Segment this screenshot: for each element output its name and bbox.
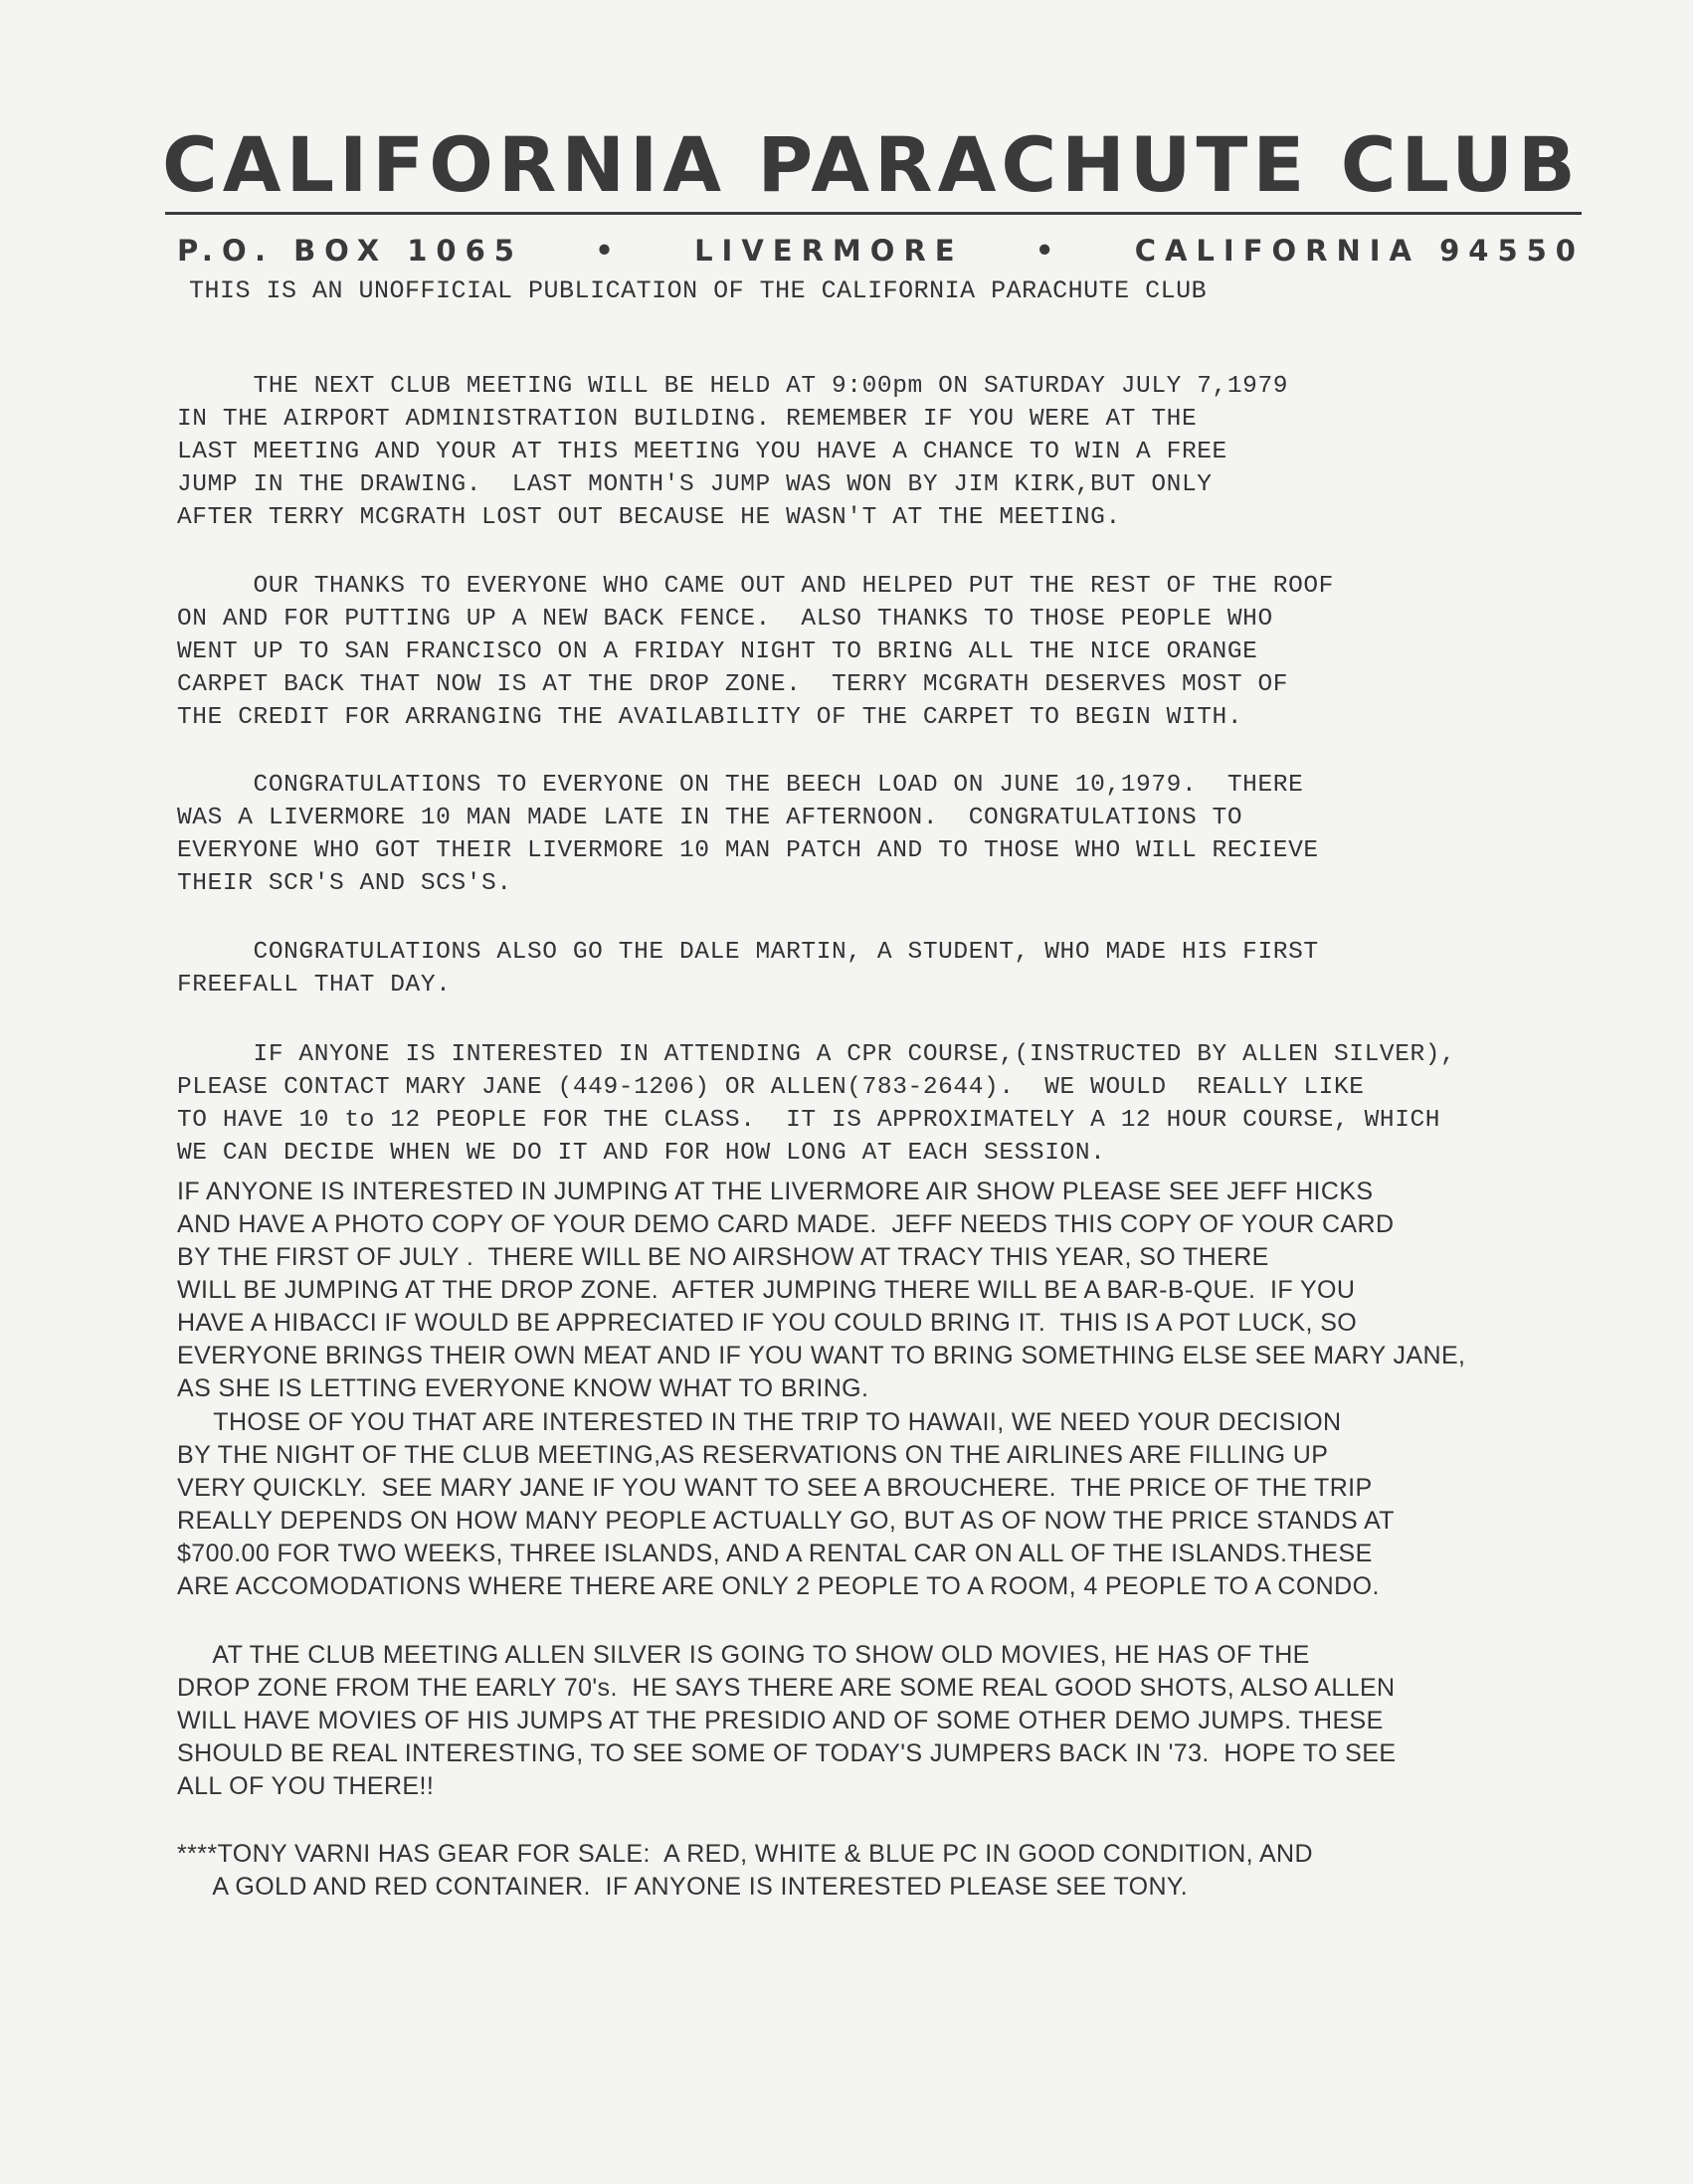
text-line: THE CREDIT FOR ARRANGING THE AVAILABILITY OF THE CARPET TO BEGIN WITH. [177, 704, 1243, 731]
masthead-address [177, 234, 1585, 268]
address-state-zip: CALIFORNIA 94550 [1134, 234, 1585, 268]
text-line: OUR THANKS TO EVERYONE WHO CAME OUT AND HELPED PUT THE REST OF THE ROOF [177, 573, 1334, 600]
paragraph-hawaii-trip [177, 1406, 1599, 1603]
text-line: CARPET BACK THAT NOW IS AT THE DROP ZONE. TERRY MCGRATH DESERVES MOST OF [177, 671, 1289, 698]
text-line: IF ANYONE IS INTERESTED IN ATTENDING A CPR COURSE,(INSTRUCTED BY ALLEN SILVER), [177, 1041, 1456, 1068]
text-line: REALLY DEPENDS ON HOW MANY PEOPLE ACTUALLY GO, BUT AS OF NOW THE PRICE STANDS AT [177, 1507, 1395, 1535]
text-line: THOSE OF YOU THAT ARE INTERESTED IN THE TRIP TO HAWAII, WE NEED YOUR DECISION [177, 1408, 1342, 1436]
paragraph-thanks [177, 570, 1599, 734]
text-line: DROP ZONE FROM THE EARLY 70's. HE SAYS THERE ARE SOME REAL GOOD SHOTS, ALSO ALLEN [177, 1674, 1396, 1702]
publication-disclaimer: THIS IS AN UNOFFICIAL PUBLICATION OF THE CALIFORNIA PARACHUTE CLUB [189, 276, 1208, 305]
text-line: TO HAVE 10 to 12 PEOPLE FOR THE CLASS. IT IS APPROXIMATELY A 12 HOUR COURSE, WHICH [177, 1107, 1441, 1134]
text-line: A GOLD AND RED CONTAINER. IF ANYONE IS INTERESTED PLEASE SEE TONY. [177, 1873, 1189, 1901]
text-line: AND HAVE A PHOTO COPY OF YOUR DEMO CARD MADE. JEFF NEEDS THIS COPY OF YOUR CARD [177, 1210, 1395, 1238]
text-line: ON AND FOR PUTTING UP A NEW BACK FENCE. ALSO THANKS TO THOSE PEOPLE WHO [177, 606, 1273, 633]
text-line: WILL HAVE MOVIES OF HIS JUMPS AT THE PRESIDIO AND OF SOME OTHER DEMO JUMPS. THESE [177, 1707, 1384, 1734]
text-line: AS SHE IS LETTING EVERYONE KNOW WHAT TO BRING. [177, 1374, 869, 1402]
text-line: FREEFALL THAT DAY. [177, 972, 452, 999]
text-line: AFTER TERRY MCGRATH LOST OUT BECAUSE HE WASN'T AT THE MEETING. [177, 504, 1121, 531]
text-line: IF ANYONE IS INTERESTED IN JUMPING AT THE LIVERMORE AIR SHOW PLEASE SEE JEFF HICKS [177, 1178, 1374, 1205]
paragraph-gear-for-sale [177, 1838, 1599, 1904]
text-line: ****TONY VARNI HAS GEAR FOR SALE: A RED, WHITE & BLUE PC IN GOOD CONDITION, AND [177, 1840, 1313, 1868]
text-line: WE CAN DECIDE WHEN WE DO IT AND FOR HOW LONG AT EACH SESSION. [177, 1140, 1106, 1167]
text-line: BY THE FIRST OF JULY . THERE WILL BE NO AIRSHOW AT TRACY THIS YEAR, SO THERE [177, 1243, 1269, 1271]
address-separator: • [1035, 234, 1063, 268]
address-separator: • [595, 234, 623, 268]
address-city: LIVERMORE [694, 234, 964, 268]
text-line: HAVE A HIBACCI IF WOULD BE APPRECIATED IF YOU COULD BRING IT. THIS IS A POT LUCK, SO [177, 1309, 1358, 1337]
text-line: SHOULD BE REAL INTERESTING, TO SEE SOME OF TODAY'S JUMPERS BACK IN '73. HOPE TO SEE [177, 1739, 1397, 1767]
text-line: WENT UP TO SAN FRANCISCO ON A FRIDAY NIGHT TO BRING ALL THE NICE ORANGE [177, 638, 1258, 665]
text-line: ARE ACCOMODATIONS WHERE THERE ARE ONLY 2 PEOPLE TO A ROOM, 4 PEOPLE TO A CONDO. [177, 1572, 1380, 1600]
text-line: ALL OF YOU THERE!! [177, 1772, 435, 1800]
paragraph-air-show [177, 1176, 1599, 1405]
paragraph-beech-load [177, 769, 1599, 900]
text-line: THE NEXT CLUB MEETING WILL BE HELD AT 9:00pm ON SATURDAY JULY 7,1979 [177, 373, 1289, 400]
text-line: WAS A LIVERMORE 10 MAN MADE LATE IN THE AFTERNOON. CONGRATULATIONS TO [177, 805, 1243, 831]
text-line: IN THE AIRPORT ADMINISTRATION BUILDING. REMEMBER IF YOU WERE AT THE [177, 406, 1198, 433]
text-line: $700.00 FOR TWO WEEKS, THREE ISLANDS, AND A RENTAL CAR ON ALL OF THE ISLANDS.THESE [177, 1540, 1373, 1567]
text-line: PLEASE CONTACT MARY JANE (449-1206) OR ALLEN(783-2644). WE WOULD REALLY LIKE [177, 1074, 1365, 1101]
text-line: BY THE NIGHT OF THE CLUB MEETING,AS RESERVATIONS ON THE AIRLINES ARE FILLING UP [177, 1441, 1329, 1469]
paragraph-meeting [177, 370, 1599, 534]
text-line: THEIR SCR'S AND SCS'S. [177, 870, 512, 897]
text-line: EVERYONE BRINGS THEIR OWN MEAT AND IF YOU WANT TO BRING SOMETHING ELSE SEE MARY JANE, [177, 1342, 1466, 1369]
address-po-box: P.O. BOX 1065 [177, 234, 523, 268]
paragraph-freefall [177, 936, 1599, 1001]
text-line: CONGRATULATIONS TO EVERYONE ON THE BEECH LOAD ON JUNE 10,1979. THERE [177, 772, 1304, 799]
text-line: WILL BE JUMPING AT THE DROP ZONE. AFTER JUMPING THERE WILL BE A BAR-B-QUE. IF YOU [177, 1276, 1356, 1304]
text-line: JUMP IN THE DRAWING. LAST MONTH'S JUMP WAS WON BY JIM KIRK,BUT ONLY [177, 471, 1213, 498]
text-line: VERY QUICKLY. SEE MARY JANE IF YOU WANT TO SEE A BROUCHERE. THE PRICE OF THE TRIP [177, 1474, 1373, 1502]
paragraph-cpr-course [177, 1038, 1599, 1170]
text-line: CONGRATULATIONS ALSO GO THE DALE MARTIN, A STUDENT, WHO MADE HIS FIRST [177, 939, 1319, 966]
text-line: LAST MEETING AND YOUR AT THIS MEETING YOU HAVE A CHANCE TO WIN A FREE [177, 439, 1227, 465]
text-line: EVERYONE WHO GOT THEIR LIVERMORE 10 MAN PATCH AND TO THOSE WHO WILL RECIEVE [177, 837, 1319, 864]
masthead-title: CALIFORNIA PARACHUTE CLUB [162, 120, 1581, 209]
text-line: AT THE CLUB MEETING ALLEN SILVER IS GOING TO SHOW OLD MOVIES, HE HAS OF THE [177, 1641, 1310, 1669]
paragraph-old-movies [177, 1639, 1599, 1803]
masthead-rule [165, 212, 1582, 215]
